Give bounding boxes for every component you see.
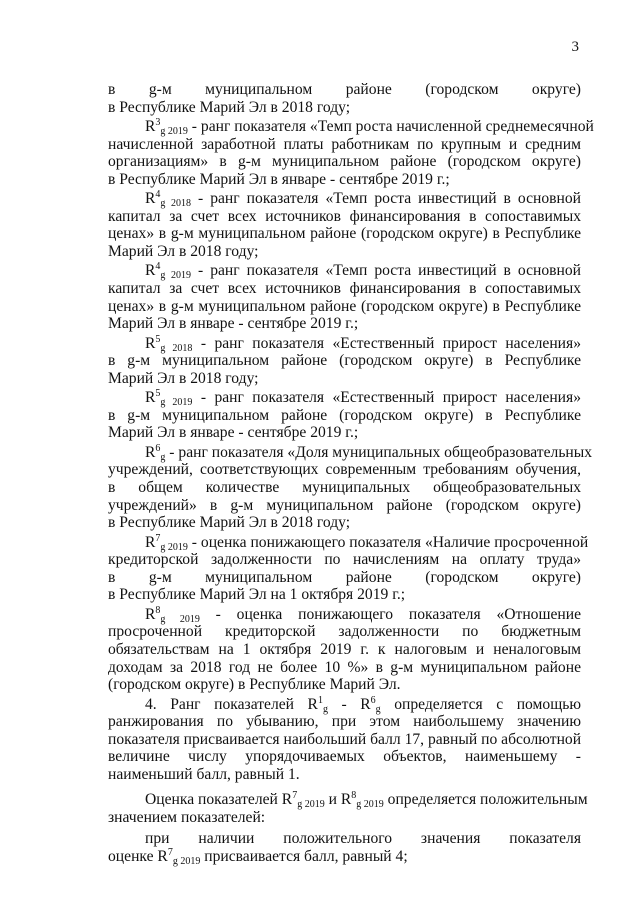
symbol-sub: g 2018 [160,198,192,210]
text-line: ценах» в g-м муниципальном районе (городском округе) в Республике [108,297,581,315]
symbol-r: R [145,605,156,623]
symbol-sup: 4 [155,189,161,201]
text-line [108,262,581,280]
symbol-sub: g [160,451,166,463]
text-line [108,117,594,138]
text-line: в Республике Марий Эл на 1 октября 2019 г.; [108,586,406,604]
symbol-sup: 7 [167,846,173,858]
text-line: просроченной кредиторской задолженности по бюджетным [108,623,581,641]
text-line: учреждений» в g-м муниципальном районе (городском округе) [108,496,581,514]
symbol-r: R [360,695,371,713]
text-line: капитал за счет всех источников финансирования в сопоставимых [108,207,581,225]
symbol-sup: 1 [317,694,323,706]
text-line: в g-м муниципальном районе (городском округе) в Республике [108,406,581,424]
symbol-sup: 7 [292,790,298,802]
text-fragment: - ранг показателя «Темп роста инвестиций в основной [191,262,582,280]
symbol-sup: 4 [155,261,161,273]
text-line [108,190,581,208]
symbol-r: R [145,118,156,136]
text-line [108,790,588,811]
text-line [108,848,581,866]
text-fragment: - оценка понижающего показателя «Наличие просроченной [187,533,589,551]
symbol-sub: g 2019 [356,799,384,811]
text-line: в Республике Марий Эл в 2018 году; [108,98,351,116]
paragraph-r5-2018 [108,335,581,388]
symbol-sup: 6 [370,694,376,706]
text-line: (городском округе) в Республике Марий Эл. [108,676,401,694]
text-line: в g-м муниципальном районе (городском округе) в Республике [108,352,581,370]
text-line [108,606,581,624]
text-line: начисленной заработной платы работникам по крупным и средним [108,135,581,153]
text-line: значением показателей: [108,808,266,826]
text-fragment: - ранг показателя «Доля муниципальных общеобразовательных [165,443,593,461]
text-line: обязательствам на 1 октября 2019 г. к налоговым и неналоговым [108,640,581,658]
symbol-r: R [145,334,156,352]
text-fragment: оценке [108,847,158,865]
text-fragment: - оценка понижающего показателя «Отношение [199,605,582,623]
text-line: Марий Эл в январе - сентябре 2019 г.; [108,424,359,442]
text-line: показателя присваивается наибольший балл 17, равный по абсолютной [108,730,582,748]
text-fragment: - ранг показателя «Естественный прирост населения» [192,389,581,407]
symbol-r: R [307,695,318,713]
text-line: учреждений, соответствующих современным требованиям обучения, [108,461,581,479]
symbol-r: R [145,389,156,407]
text-fragment: и [324,791,341,809]
text-line: величине числу упорядочиваемых объектов, наименьшему - [108,748,581,766]
paragraph-r5-2019 [108,389,581,442]
symbol-sup: 6 [155,442,161,454]
symbol-sup: 8 [155,604,161,616]
symbol-r: R [281,791,293,809]
symbol-r: R [157,847,168,865]
symbol-sub: g 2019 [297,799,325,811]
symbol-sup: 7 [155,532,161,544]
text-fragment: 4. Ранг показателей [145,695,308,713]
text-line: при наличии положительного значения показателя [145,830,581,848]
text-line: Марий Эл в январе - сентябре 2019 г.; [108,315,359,333]
paragraph-positive [108,830,581,865]
text-fragment: - ранг показателя «Темп роста начисленной среднемесячной [187,118,594,136]
text-line [108,532,589,553]
symbol-r: R [340,791,352,809]
text-line [108,696,581,714]
symbol-sup: 3 [155,117,161,129]
text-fragment: Оценка показателей [145,791,282,809]
text-line: доходам за 2018 год не более 10 %» в g-м муниципальном районе [108,658,581,676]
text-line: Марий Эл в 2018 году; [108,369,259,387]
text-fragment: определяется с помощью [380,695,581,713]
text-line: Марий Эл в 2018 году; [108,242,259,260]
paragraph-4 [108,696,581,784]
text-line: наименьший балл, равный 1. [108,765,300,783]
paragraph-r7 [108,532,589,604]
text-fragment: определяется положительным [383,791,588,809]
text-fragment: присваивается балл, равный 4; [200,847,408,865]
paragraph-r4-2018 [108,190,581,260]
symbol-sub: g [375,703,381,715]
text-line [108,442,593,463]
symbol-sup: 8 [351,790,357,802]
text-line: ранжирования по убыванию, при этом наибольшему значению [108,713,581,731]
paragraph-r4-2019 [108,262,581,332]
symbol-sup: 5 [155,388,161,400]
text-line [108,389,581,407]
text-line: организациям» в g-м муниципальном районе (городском округе) [108,153,581,171]
symbol-sub: g 2019 [160,270,192,282]
text-line: в g-м муниципальном районе (городском округе) [108,81,581,98]
symbol-r: R [145,443,156,461]
symbol-r: R [145,533,156,551]
symbol-sup: 5 [155,333,161,345]
text-line: в Республике Марий Эл в январе - сентябре 2019 г.; [108,170,450,188]
symbol-sub: g 2018 [160,342,193,354]
symbol-sub: g 2019 [160,397,193,409]
paragraph-r8 [108,606,581,694]
symbol-sub: g [322,703,328,715]
paragraph-intro [108,81,581,116]
symbol-sub: g 2019 [172,855,201,867]
symbol-sub: g 2019 [160,126,188,138]
text-line [108,335,581,353]
paragraph-assessment [108,790,588,826]
text-fragment: - ранг показателя «Естественный прирост населения» [192,334,581,352]
text-line: в g-м муниципальном районе (городском округе) [108,568,581,586]
symbol-r: R [145,262,156,280]
symbol-sub: g 2019 [160,541,188,553]
paragraph-r3-2019 [108,117,594,188]
document-body [108,81,594,867]
text-line: кредиторской задолженности по начислениям на оплату труда» [108,551,581,569]
text-line: в общем количестве муниципальных общеобразовательных [108,479,581,497]
text-fragment: - ранг показателя «Темп роста инвестиций в основной [191,190,582,208]
text-line: в Республике Марий Эл в 2018 году; [108,514,351,532]
text-fragment: - [327,695,361,713]
symbol-sub: g 2019 [160,613,200,625]
text-line: капитал за счет всех источников финансирования в сопоставимых [108,280,581,298]
symbol-r: R [145,190,156,208]
text-line: ценах» в g-м муниципальном районе (городском округе) в Республике [108,225,581,243]
page-number: 3 [571,39,579,55]
paragraph-r6 [108,442,593,532]
